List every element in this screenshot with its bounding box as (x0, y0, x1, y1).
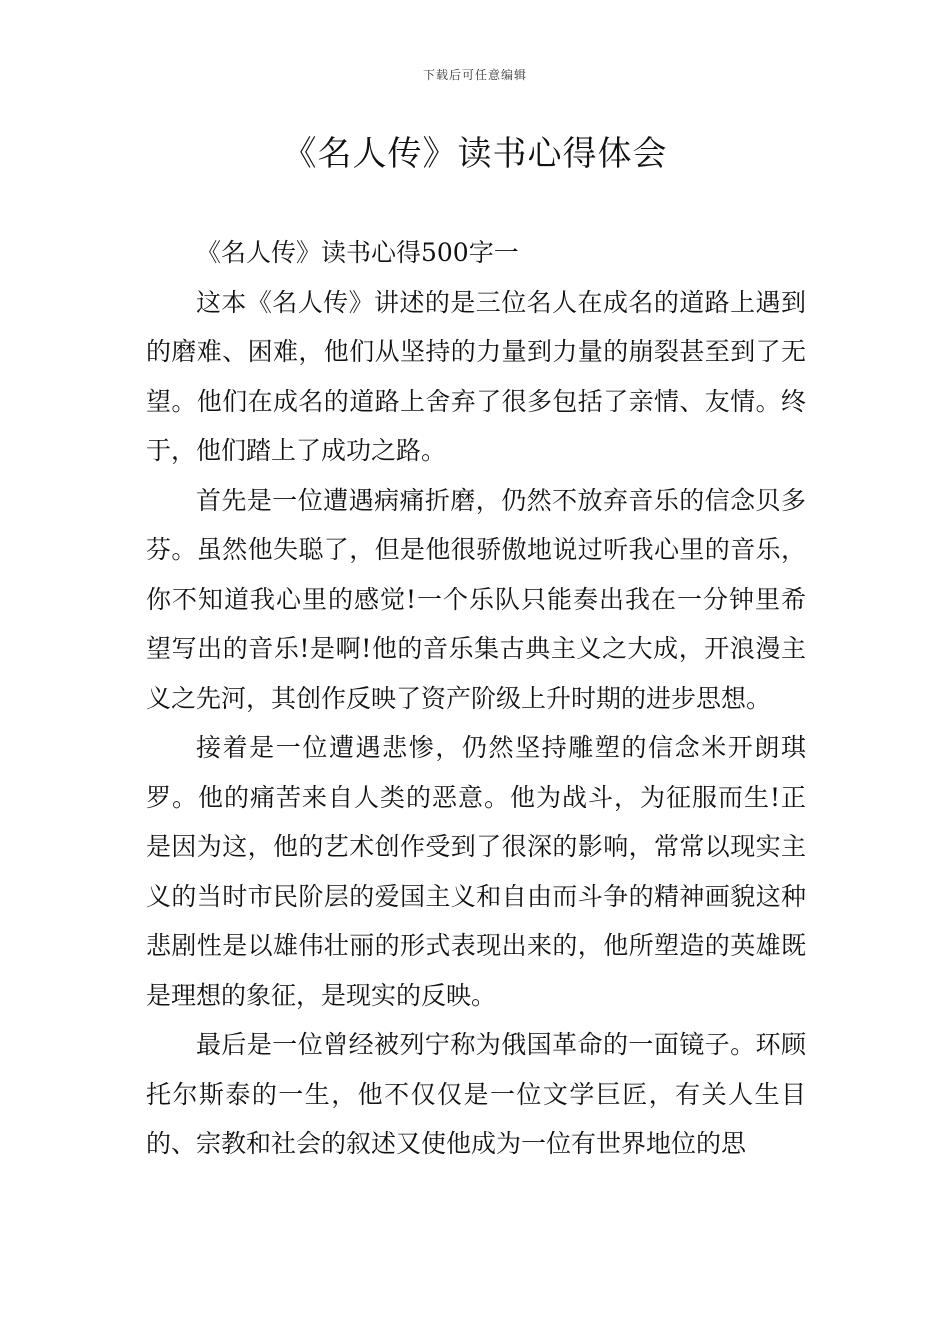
paragraph-beethoven: 首先是一位遭遇病痛折磨，仍然不放弃音乐的信念贝多芬。虽然他失聪了，但是他很骄傲地说过听我心里的音乐，你不知道我心里的感觉!一个乐队只能奏出我在一分钟里希望写出的音乐!是啊!他的音乐集古典主义之大成，开浪漫主义之先河，其创作反映了资产阶级上升时期的进步思想。 (146, 485, 806, 713)
page-header-note: 下载后可任意编辑 (422, 68, 527, 82)
paragraph-intro: 这本《名人传》讲述的是三位名人在成名的道路上遇到的磨难、困难，他们从坚持的力量到力量的崩裂甚至到了无望。他们在成名的道路上舍弃了很多包括了亲情、友情。终于，他们踏上了成功之路。 (146, 287, 806, 465)
paragraph-subtitle: 《名人传》读书心得500字一 (196, 238, 519, 267)
document-title: 《名人传》读书心得体会 (282, 134, 668, 174)
paragraph-michelangelo: 接着是一位遭遇悲惨，仍然坚持雕塑的信念米开朗琪罗。他的痛苦来自人类的恶意。他为战斗，为征服而生!正是因为这，他的艺术创作受到了很深的影响，常常以现实主义的当时市民阶层的爱国主义和自由而斗争的精神画貌这种悲剧性是以雄伟壮丽的形式表现出来的，他所塑造的英雄既是理想的象征，是现实的反映。 (146, 733, 806, 1010)
paragraph-tolstoy: 最后是一位曾经被列宁称为俄国革命的一面镜子。环顾托尔斯泰的一生，他不仅仅是一位文学巨匠，有关人生目的、宗教和社会的叙述又使他成为一位有世界地位的思 (146, 1030, 806, 1158)
document-body (146, 228, 806, 1169)
